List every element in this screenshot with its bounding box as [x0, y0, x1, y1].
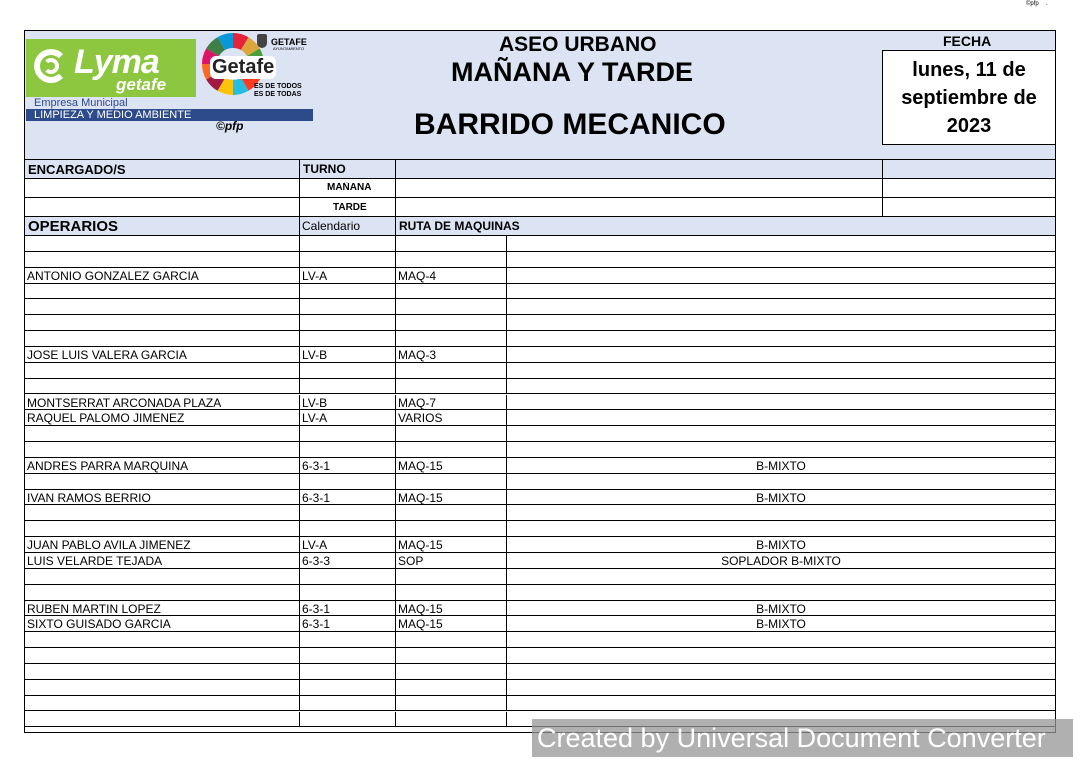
operario-ruta: B-MIXTO: [756, 458, 806, 473]
table-row: [25, 458, 1055, 474]
operario-calendario: 6-3-3: [302, 554, 331, 568]
table-row: [25, 379, 1055, 395]
operario-ruta: [507, 506, 1055, 520]
operario-ruta: [507, 697, 1055, 711]
operario-ruta: [507, 649, 1055, 663]
table-row: [25, 426, 1055, 442]
slogan-line-1: ES DE TODOS: [254, 83, 302, 90]
operario-ruta: [507, 427, 1055, 441]
operario-ruta: [507, 269, 1055, 283]
operario-calendario: 6-3-1: [302, 490, 331, 505]
operario-calendario: LV-A: [302, 538, 328, 552]
table-row: [25, 236, 1055, 252]
title-barrido-mecanico: BARRIDO MECANICO: [414, 108, 726, 141]
operario-calendario: 6-3-1: [302, 458, 331, 473]
operario-ruta: [507, 475, 1055, 489]
table-row: [25, 410, 1055, 426]
operario-maquina: MAQ-7: [398, 395, 437, 410]
top-copyright: ©pfp: [1026, 1, 1039, 7]
operario-ruta: [507, 285, 1055, 299]
operario-maquina: SOP: [398, 554, 424, 568]
operario-calendario: LV-A: [302, 268, 328, 283]
operarios-label: OPERARIOS: [28, 218, 119, 235]
operario-name: LUIS VELARDE TEJADA: [27, 554, 163, 568]
lyma-logo-subtext: getafe: [116, 75, 167, 94]
ayuntamiento-text: AYUNTAMIENTO: [273, 46, 305, 51]
operario-ruta: [507, 665, 1055, 679]
table-row: [25, 505, 1055, 521]
operario-name: SIXTO GUISADO GARCIA: [27, 617, 171, 632]
table-row: [25, 442, 1055, 458]
operario-ruta: B-MIXTO: [756, 490, 806, 505]
top-dot: .: [1046, 1, 1048, 7]
table-row: [25, 616, 1055, 632]
operario-calendario: LV-B: [302, 395, 328, 410]
operario-maquina: MAQ-15: [398, 490, 443, 505]
operario-calendario: 6-3-1: [302, 601, 331, 616]
operario-ruta: B-MIXTO: [756, 617, 806, 632]
operario-name: JUAN PABLO AVILA JIMENEZ: [27, 538, 191, 552]
operario-calendario: LV-A: [302, 411, 328, 426]
table-row: [25, 664, 1055, 680]
pfp-mark: ©pfp: [216, 119, 244, 133]
operario-maquina: MAQ-15: [398, 538, 443, 552]
operario-ruta: [507, 332, 1055, 346]
operario-maquina: VARIOS: [398, 411, 443, 426]
table-row: [25, 252, 1055, 268]
operario-ruta: [507, 586, 1055, 600]
title-manana-tarde: MAÑANA Y TARDE: [451, 57, 694, 87]
table-row: [25, 347, 1055, 363]
table-row: [25, 537, 1055, 553]
table-row: [25, 521, 1055, 537]
slogan-line-2: ES DE TODAS: [254, 91, 302, 98]
turno-tarde: TARDE: [333, 202, 367, 213]
sheet-header: [25, 31, 1055, 160]
table-row: [25, 331, 1055, 347]
ruta-label: RUTA DE MAQUINAS: [399, 219, 520, 233]
operario-ruta: [507, 380, 1055, 394]
operario-name: RAQUEL PALOMO JIMENEZ: [27, 411, 185, 426]
getafe-small-text: GETAFE: [271, 37, 307, 47]
operario-name: IVAN RAMOS BERRIO: [27, 490, 151, 505]
table-row: [25, 680, 1055, 696]
title-aseo-urbano: ASEO URBANO: [499, 33, 657, 56]
operario-ruta: [507, 253, 1055, 267]
operario-ruta: [507, 681, 1055, 695]
table-row: [25, 648, 1055, 664]
operario-maquina: MAQ-4: [398, 268, 437, 283]
table-row: [25, 299, 1055, 315]
fecha-label: FECHA: [943, 33, 992, 49]
fecha-box: [882, 50, 1056, 145]
table-row: [25, 474, 1055, 490]
operario-maquina: MAQ-3: [398, 347, 437, 362]
encargados-label: ENCARGADO/S: [28, 162, 126, 177]
operario-ruta: B-MIXTO: [756, 538, 806, 552]
lyma-logo-text: Lyma: [74, 43, 159, 81]
operario-calendario: LV-B: [302, 347, 328, 362]
table-row: [25, 553, 1055, 569]
table-row: [25, 696, 1055, 712]
table-row: [25, 284, 1055, 300]
table-row: [25, 601, 1055, 617]
getafe-logo-text: Getafe: [212, 56, 275, 78]
operario-name: ANDRES PARRA MARQUINA: [27, 458, 189, 473]
schedule-sheet: [24, 30, 1056, 733]
operario-ruta: [507, 570, 1055, 584]
operario-ruta: SOPLADOR B-MIXTO: [721, 554, 841, 568]
fecha-value: lunes, 11 de septiembre de 2023: [901, 58, 1037, 137]
table-row: [25, 363, 1055, 379]
turno-manana: MAÑANA: [327, 182, 372, 193]
operario-ruta: [507, 633, 1055, 647]
operario-ruta: [507, 348, 1055, 362]
turno-tarde-row: [25, 198, 1055, 217]
table-row: [25, 490, 1055, 506]
operario-ruta: [507, 364, 1055, 378]
empresa-municipal: Empresa Municipal: [34, 97, 128, 109]
encargados-header-row: [25, 160, 1055, 179]
operario-ruta: B-MIXTO: [756, 601, 806, 616]
table-row: [25, 569, 1055, 585]
operario-ruta: [507, 522, 1055, 536]
limpieza-banner: LIMPIEZA Y MEDIO AMBIENTE: [26, 109, 313, 121]
table-row: [25, 268, 1055, 284]
operario-calendario: 6-3-1: [302, 617, 331, 632]
operario-maquina: MAQ-15: [398, 617, 443, 632]
operario-maquina: MAQ-15: [398, 458, 443, 473]
turno-manana-row: [25, 179, 1055, 198]
operario-ruta: [507, 411, 1055, 425]
operario-ruta: [507, 237, 1055, 251]
lyma-logo: [26, 39, 196, 97]
operario-name: JOSE LUIS VALERA GARCIA: [27, 347, 187, 362]
table-row: [25, 632, 1055, 648]
turno-label: TURNO: [303, 162, 346, 176]
operario-ruta: [507, 443, 1055, 457]
operario-name: MONTSERRAT ARCONADA PLAZA: [27, 395, 222, 410]
table-row: [25, 585, 1055, 601]
operario-name: ANTONIO GONZALEZ GARCIA: [27, 268, 199, 283]
operario-ruta: [507, 300, 1055, 314]
calendario-label: Calendario: [302, 219, 361, 233]
table-row: [25, 395, 1055, 411]
operario-ruta: [507, 396, 1055, 410]
table-row: [25, 315, 1055, 331]
lyma-swirl-inner-icon: [43, 58, 59, 74]
operario-maquina: MAQ-15: [398, 601, 443, 616]
getafe-shield-icon: [257, 34, 267, 48]
operario-name: RUBEN MARTIN LOPEZ: [27, 601, 161, 616]
operario-ruta: [507, 316, 1055, 330]
converter-watermark: Created by Universal Document Converter: [532, 719, 1073, 757]
operarios-header-row: [25, 217, 1055, 236]
